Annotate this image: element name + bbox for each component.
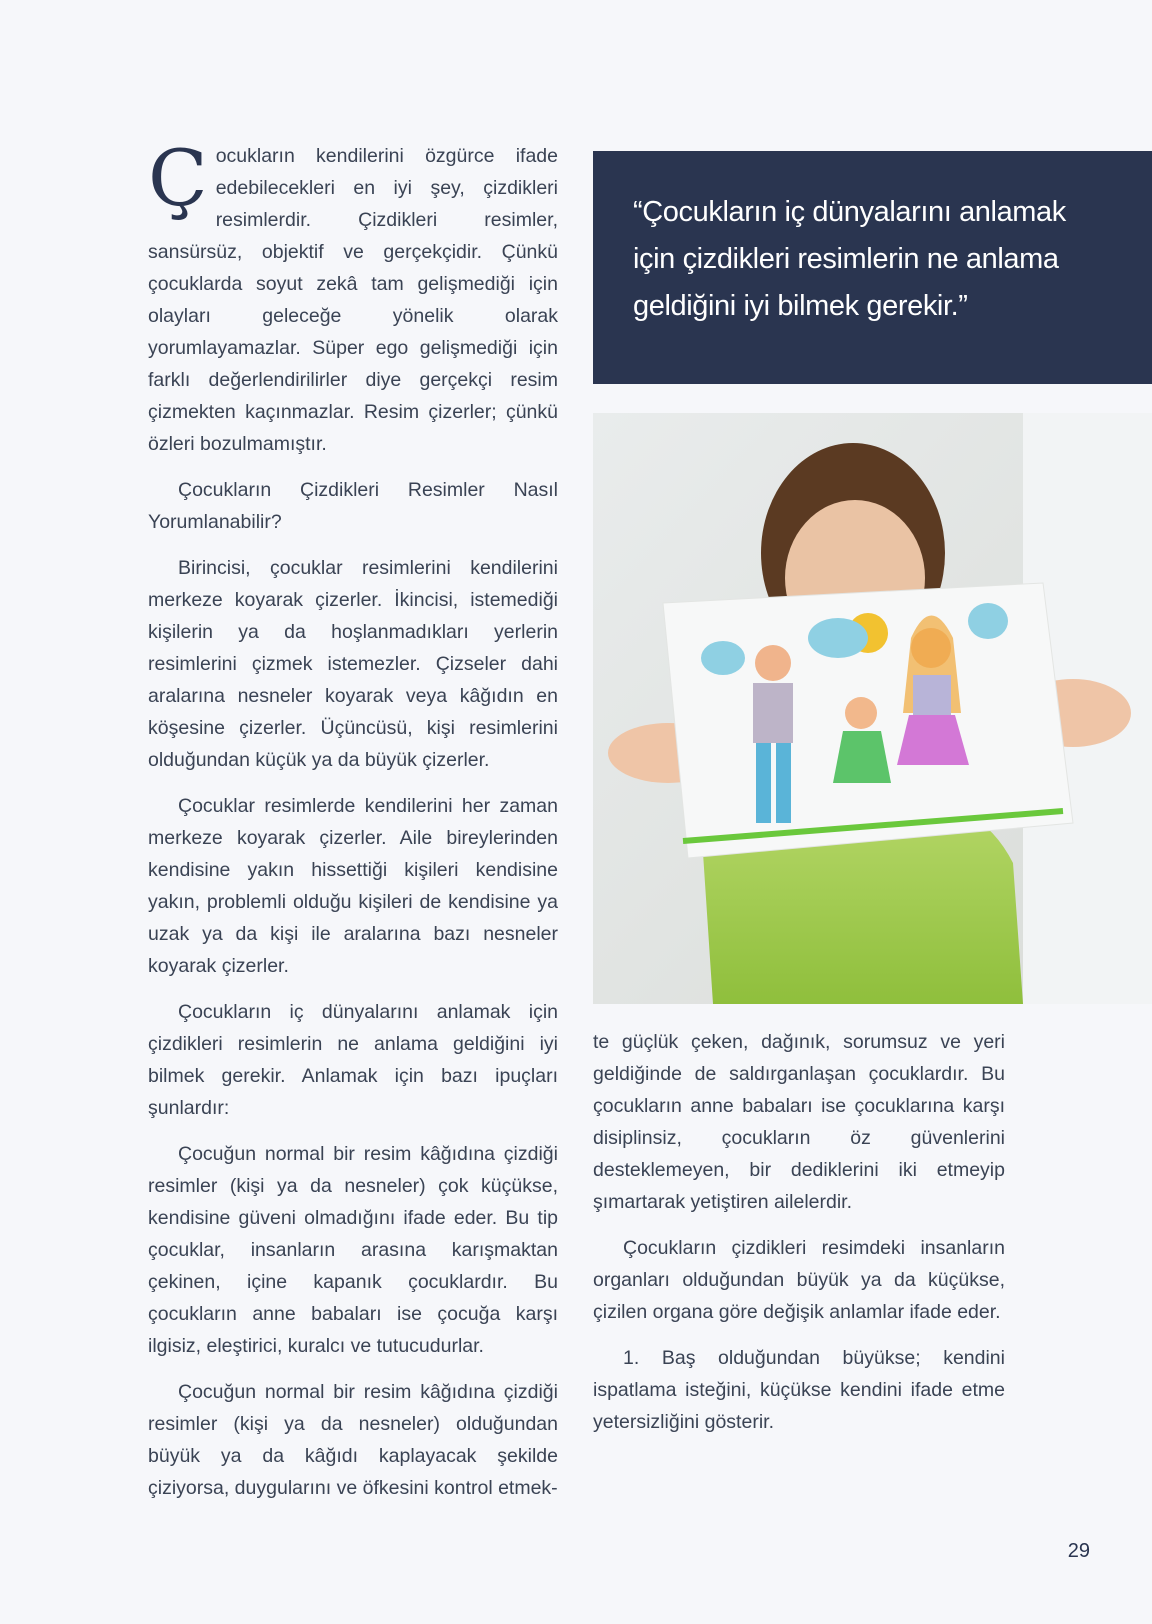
paragraph-kucuk-resim: Çocuğun normal bir resim kâğıdına çizdiği resimler (kişi ya da nesneler) çok küçükse, kendisine güveni olmadığını ifade eder. Bu tip çocuklar, insanların arasına karışmaktan çekinen, içine kapanık çocuklardır. Bu çocukların anne babaları ise çocuğa karşı ilgisiz, eleştirici, kuralcı ve tutucudurlar. xyxy=(148,1143,558,1357)
left-column xyxy=(148,134,558,1518)
intro-paragraph xyxy=(148,134,558,460)
paragraph-merkez: Çocuklar resimlerde kendilerini her zaman merkeze koyarak çizerler. Aile bireylerinden kendisine yakın hissettiği kişileri kendisine yakın, problemli olduğu kişileri de kendisine ya uzak ya da kişi ile aralarına bazı nesneler koyarak çizerler. xyxy=(148,795,558,977)
section-heading: Çocukların Çizdikleri Resimler Nasıl Yorumlanabilir? xyxy=(148,479,558,533)
intro-text: ocukların kendilerini özgürce ifade edebilecekleri en iyi şey, çizdikleri resimlerdir. Çizdikleri resimler, sansürsüz, objektif ve gerçekçidir. Çünkü çocuklarda soyut zekâ tam gelişmediği için olayları geleceğe yönelik olarak yorumlayamazlar. Süper ego gelişmediği için farklı değerlendirilirler diye gerçekçi resim çizmekten kaçınmazlar. Resim çizerler; çünkü özleri bozulmamıştır. xyxy=(148,145,558,455)
list-item-bas: 1. Baş olduğundan büyükse; kendini ispatlama isteğini, küçükse kendini ifade etme yetersizliğini gösterir. xyxy=(593,1347,1005,1433)
paragraph-ipuclari: Çocukların iç dünyalarını anlamak için çizdikleri resimlerin ne anlama geldiğini iyi bilmek gerekir. Anlamak için bazı ipuçları şunlardır: xyxy=(148,1001,558,1119)
pull-quote-text: “Çocukların iç dünyalarını anlamak için çizdikleri resimlerin ne anlama geldiğini iyi bilmek gerekir.” xyxy=(633,196,1066,322)
paragraph-birincisi: Birincisi, çocuklar resimlerini kendilerini merkeze koyarak çizerler. İkincisi, istemediği kişilerin ya da hoşlanmadıkları yerlerin resimlerini çizmek istemezler. Çizseler dahi aralarına nesneler koyarak veya kâğıdın en köşesine çizerler. Üçüncüsü, kişi resimlerini olduğundan küçük ya da büyük çizerler. xyxy=(148,557,558,771)
paragraph-organlar: Çocukların çizdikleri resimdeki insanların organları olduğundan büyük ya da küçükse, çizilen organa göre değişik anlamlar ifade eder. xyxy=(593,1237,1005,1323)
pull-quote-box xyxy=(593,151,1152,384)
drop-cap: Ç xyxy=(148,134,208,224)
paragraph-continued: te güçlük çeken, dağınık, sorumsuz ve yeri geldiğinde de saldırganlaşan çocuklardır. Bu çocukların anne babaları ise çocuklarına karşı disiplinsiz, çocukların öz güvenlerini desteklemeyen, bir dediklerini iki etmeyip şımartarak yetiştiren ailelerdir. xyxy=(593,1031,1005,1213)
page-number: 29 xyxy=(1067,1540,1090,1562)
paragraph-buyuk-resim: Çocuğun normal bir resim kâğıdına çizdiği resimler (kişi ya da nesneler) olduğundan büyük ya da kâğıdı kaplayacak şekilde çiziyorsa, duygularını ve öfkesini kontrol etmek- xyxy=(148,1381,558,1499)
child-drawing-photo xyxy=(593,413,1152,1004)
photo-illustration xyxy=(593,413,1152,1004)
right-column xyxy=(593,1026,1005,1452)
